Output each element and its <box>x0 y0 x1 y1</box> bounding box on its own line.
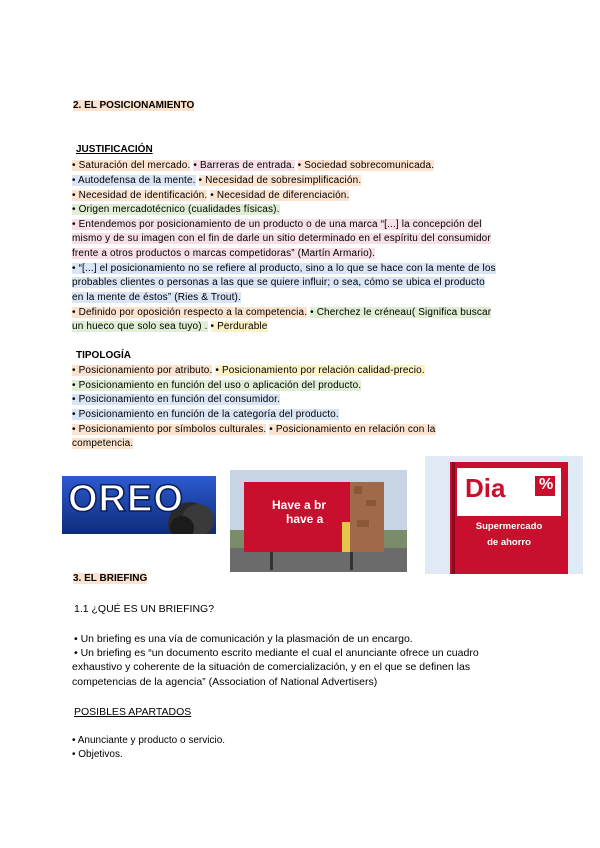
list-item <box>72 218 482 232</box>
list-item: competencias de la agencia” (Association of National Advertisers) <box>72 676 378 688</box>
list-item-text: mismo y de su imagen con el fin de darle un sitio determinado en el espíritu del consumidor <box>72 233 491 244</box>
list-item <box>72 203 280 217</box>
section-heading-posicionamiento: 2. EL POSICIONAMIENTO <box>73 100 195 111</box>
list-item-text: frente a otros productos o marcas competidoras” (Martín Armario). <box>72 248 376 259</box>
dia-sign-photo <box>425 456 583 574</box>
list-item <box>72 262 496 276</box>
list-item <box>72 276 485 290</box>
apartados-title: POSIBLES APARTADOS <box>74 706 192 718</box>
list-item <box>72 232 491 246</box>
list-item-text: • Posicionamiento en relación con la <box>269 424 436 435</box>
justificacion-title: JUSTIFICACIÓN <box>76 144 153 155</box>
list-item <box>72 159 434 173</box>
section-heading-briefing: 3. EL BRIEFING <box>73 573 148 584</box>
list-item-text: • Entendemos por posicionamiento de un producto o de una marca “[...] la concepción del <box>72 219 482 230</box>
list-item-text: • “[...] el posicionamiento no se refiere al producto, sino a lo que se hace con la mente de los <box>72 263 496 274</box>
list-item <box>72 247 375 261</box>
list-item-text: • Autodefensa de la mente. <box>72 175 196 186</box>
list-item-text: • Posicionamiento por atributo. <box>72 365 213 376</box>
dia-sign-line: de ahorro <box>487 537 531 548</box>
list-item <box>72 393 280 407</box>
list-item-text: • Posicionamiento en función del uso o aplicación del producto. <box>72 380 362 391</box>
billboard-text <box>272 498 326 526</box>
list-item-text: • Definido por oposición respecto a la competencia. <box>72 307 308 318</box>
list-item-text: • Cherchez le créneau( Significa buscar <box>310 307 492 318</box>
list-item: • Objetivos. <box>72 749 123 760</box>
dia-logo-text: Dia <box>465 473 506 503</box>
list-item-text: • Posicionamiento por relación calidad-precio. <box>215 365 425 376</box>
dia-sign-line: Supermercado <box>475 521 543 532</box>
list-item <box>72 364 425 378</box>
list-item: • Un briefing es una vía de comunicación y la plasmación de un encargo. <box>74 633 413 645</box>
list-item-text: • Necesidad de sobresimplificación. <box>198 175 362 186</box>
list-item <box>72 189 349 203</box>
list-item-text: en la mente de éstos” (Ries & Trout). <box>72 292 241 303</box>
list-item <box>72 174 361 188</box>
list-item <box>72 291 241 305</box>
tipologia-title: TIPOLOGÍA <box>76 350 131 361</box>
list-item <box>72 306 491 320</box>
list-item-text: • Origen mercadotécnico (cualidades físicas). <box>72 204 280 215</box>
list-item-text: • Posicionamiento por símbolos culturales. <box>72 424 267 435</box>
dia-percent-icon: % <box>539 476 554 493</box>
list-item-text: • Barreras de entrada. <box>193 160 295 171</box>
list-item-text: un hueco que solo sea tuyo) . <box>72 321 208 332</box>
list-item <box>72 408 339 422</box>
list-item <box>72 437 133 451</box>
list-item-text: • Necesidad de diferenciación. <box>210 190 350 201</box>
list-item-text: competencia. <box>72 438 134 449</box>
oreo-logo-image <box>62 476 216 534</box>
billboard-line: have a <box>286 512 324 526</box>
list-item-text: probables clientes o personas a las que se quiere influir; o sea, cómo se ubica el producto <box>72 277 485 288</box>
subsection-title: 1.1 ¿QUÉ ES UN BRIEFING? <box>74 603 215 615</box>
list-item-text: • Perdurable <box>210 321 268 332</box>
list-item: • Un briefing es “un documento escrito mediante el cual el anunciante ofrece un cuadro <box>74 647 479 659</box>
list-item: • Anunciante y producto o servicio. <box>72 735 226 746</box>
list-item <box>72 423 436 437</box>
dia-sign-text <box>455 519 563 551</box>
list-item-text: • Posicionamiento en función del consumidor. <box>72 394 280 405</box>
list-item <box>72 320 268 334</box>
list-item-text: • Sociedad sobrecomunicada. <box>297 160 435 171</box>
list-item-text: • Necesidad de identificación. <box>72 190 208 201</box>
oreo-logo-text: OREO <box>68 478 184 520</box>
list-item-text: • Saturación del mercado. <box>72 160 191 171</box>
billboard-photo <box>230 470 407 572</box>
billboard-line: Have a br <box>272 498 327 512</box>
list-item-text: • Posicionamiento en función de la categoría del producto. <box>72 409 339 420</box>
list-item: exhaustivo y coherente de la situación de comercialización, y en el que se definen las <box>72 661 471 673</box>
list-item <box>72 379 361 393</box>
